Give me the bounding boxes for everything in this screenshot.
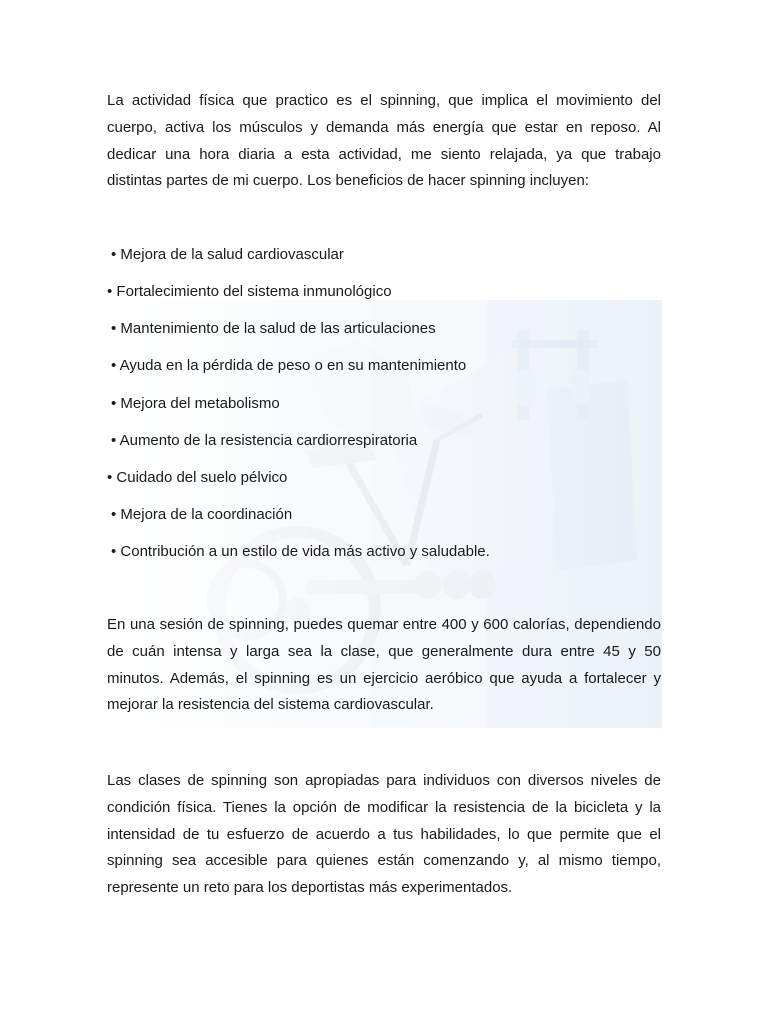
list-item: • Mejora de la salud cardiovascular bbox=[111, 246, 344, 263]
list-item: • Mantenimiento de la salud de las articulaciones bbox=[111, 320, 436, 337]
list-item: • Ayuda en la pérdida de peso o en su mantenimiento bbox=[111, 357, 467, 374]
list-item: • Mejora del metabolismo bbox=[111, 395, 280, 412]
classes-paragraph: Las clases de spinning son apropiadas para individuos con diversos niveles de condición física. Tienes la opción de modificar la resistencia de la bicicleta y la intensidad de tu esfuerzo de acuerdo a tus habilidades, lo que permite que el spinning sea accesible para quienes están comenzando y, al mismo tiempo, represente un reto para los deportistas más experimentados. bbox=[107, 772, 661, 897]
list-item: • Fortalecimiento del sistema inmunológico bbox=[107, 283, 392, 300]
intro-paragraph: La actividad física que practico es el spinning, que implica el movimiento del cuerpo, activa los músculos y demanda más energía que estar en reposo. Al dedicar una hora diaria a esta actividad, me siento relajada, ya que trabajo distintas partes de mi cuerpo. Los beneficios de hacer spinning incluyen: bbox=[107, 92, 661, 190]
calories-paragraph: En una sesión de spinning, puedes quemar entre 400 y 600 calorías, dependiendo de cuán intensa y larga sea la clase, que generalmente dura entre 45 y 50 minutos. Además, el spinning es un ejercicio aeróbico que ayuda a fortalecer y mejorar la resistencia del sistema cardiovascular. bbox=[107, 616, 661, 714]
list-item: • Cuidado del suelo pélvico bbox=[107, 469, 288, 486]
list-item: • Aumento de la resistencia cardiorrespiratoria bbox=[111, 432, 418, 449]
list-item: • Contribución a un estilo de vida más activo y saludable. bbox=[111, 543, 490, 560]
list-item: • Mejora de la coordinación bbox=[111, 506, 293, 523]
